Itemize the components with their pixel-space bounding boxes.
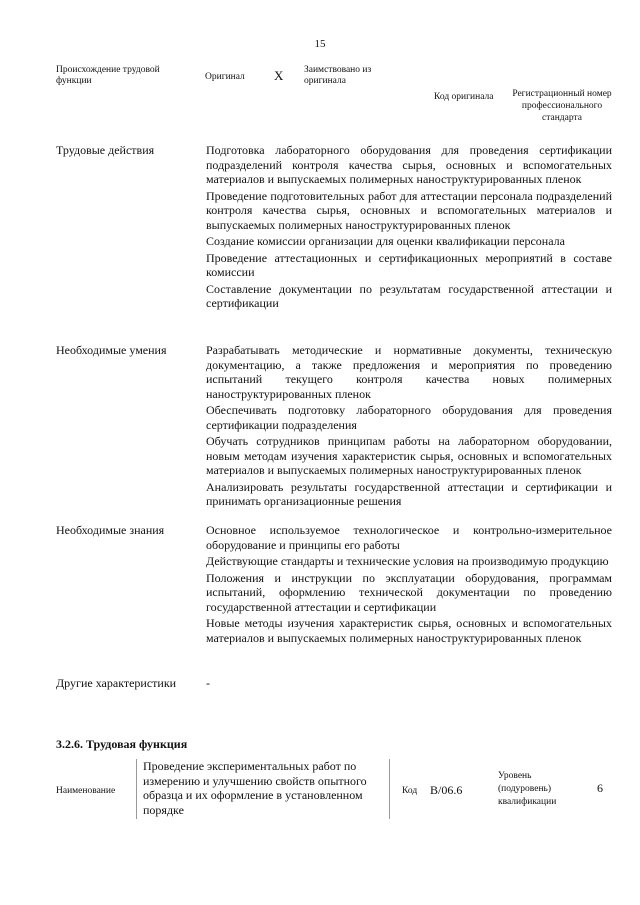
list-item: Анализировать результаты государственной аттестации и сертификации и принимать организационные решения [206,479,612,508]
list-item: Положения и инструкции по эксплуатации оборудования, программам испытаний, оформлению технической документации по проведению государственной аттестации и сертификации [206,570,612,614]
section-label: Необходимые знания [56,523,165,537]
section-label: Другие характеристики [56,676,177,690]
origin-label: Происхождение трудовой функции [56,65,160,86]
code-label: Код [402,786,418,796]
list-item: Составление документации по результатам государственной аттестации и сертификации [206,281,612,310]
section-label: Трудовые действия [56,143,155,157]
list-item: Обучать сотрудников принципам работы на лабораторном оборудовании, новым методам изучения характеристик сырья, основных и вспомогательных материалов и выпускаемых полимерных наноструктурированных пленок [206,434,612,477]
qualification-level-label: Уровень (подуровень) квалификации [498,771,557,807]
list-item: Создание комиссии организации для оценки квалификации персонала [206,234,565,248]
list-item: Действующие стандарты и технические условия на производимую продукцию [206,554,609,568]
list-item: Разрабатывать методические и нормативные документы, техническую документацию, а также предложения и мероприятия по проведению испытаний текущего контроля качества новых полимерных наноструктурированных пленок [206,343,612,401]
function-name-value: Проведение экспериментальных работ по измерению и улучшению свойств опытного образца и их оформление в установленном порядке [136,759,390,819]
original-check-mark: X [274,68,284,83]
list-item: Проведение аттестационных и сертификационных мероприятий в составе комиссии [206,250,612,279]
code-value: В/06.6 [430,783,463,797]
section-heading: 3.2.6. Трудовая функция [56,737,188,751]
list-item: Проведение подготовительных работ для аттестации персонала подразделений контроля качества сырья, основных и вспомогательных материалов и выпускаемых полимерных наноструктурированных пленок [206,188,612,232]
list-item: Основное используемое технологическое и контрольно-измерительное оборудование и принципы его работы [206,523,612,552]
borrowed-label: Заимствовано из оригинала [304,65,372,86]
original-label: Оригинал [205,72,245,82]
name-label: Наименование [56,786,116,796]
other-characteristics-value: - [206,676,210,690]
list-item: Подготовка лабораторного оборудования для проведения сертификации подразделений контроля качества сырья, основных и вспомогательных материалов и выпускаемых полимерных наноструктурированных пленок [206,143,612,186]
code-original-label: Код оригинала [434,92,494,102]
list-item: Новые методы изучения характеристик сырья, основных и вспомогательных материалов и выпускаемых полимерных наноструктурированных пленок [206,616,612,645]
registration-number-label: Регистрационный номер профессионального стандарта [512,89,612,123]
section-label: Необходимые умения [56,343,167,357]
page-number: 15 [314,38,326,50]
list-item: Обеспечивать подготовку лабораторного оборудования для проведения сертификации подразделения [206,403,612,432]
qualification-level-value: 6 [597,781,603,795]
